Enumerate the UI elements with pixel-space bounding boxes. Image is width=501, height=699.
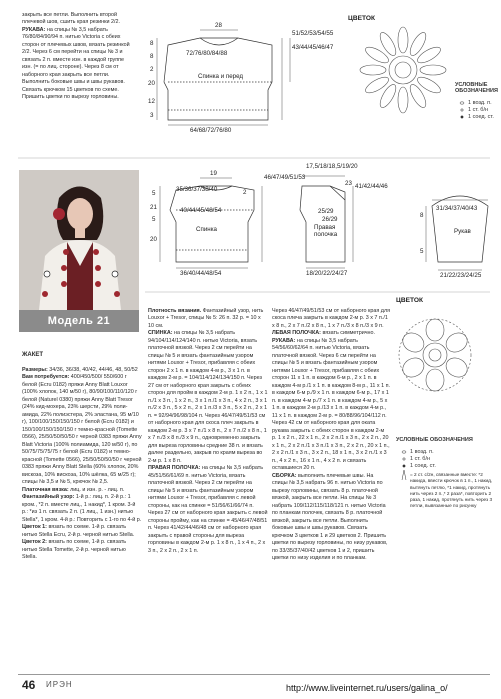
sleeves-heading: РУКАВА: bbox=[272, 337, 296, 344]
fancy-text: 1-й р.: лиц. п. 2-й р.: 1 кром., *2 п. вместе лиц., 1 накид*, 1 кром. 3-й р.: *из 1 п. связать 2 п. (1 лиц., 1 изн.) нитью Stella*, 1 кром. 4-й р.: Повторить с 1-го по 4-й р. bbox=[22, 494, 142, 523]
flower1-title: ЦВЕТОК bbox=[348, 15, 375, 22]
flower2-legend-2: 1 ст. б/н bbox=[410, 456, 431, 462]
flower1-legend-1: 1 возд. п. bbox=[468, 100, 492, 106]
d1-label: Спинка и перед bbox=[198, 73, 244, 80]
front-label: Правая полочка bbox=[314, 224, 338, 238]
flower2-text: вязать по схеме, 1-й р. связать нитью Stella Tomette, 2-й р. черной нитью Stella. bbox=[22, 539, 128, 560]
footer-divider bbox=[18, 674, 490, 675]
flower2-legend-1: 1 возд. п. bbox=[410, 449, 434, 455]
fancy-label: Фантазийный узор: bbox=[22, 494, 75, 500]
back-left-d: 20 bbox=[150, 236, 157, 243]
flower2-legend-title: УСЛОВНЫЕ ОБОЗНАЧЕНИЯ bbox=[396, 437, 473, 443]
flower1-legend-3: 1 соед. ст. bbox=[468, 114, 494, 120]
column3 bbox=[272, 300, 390, 563]
col3-intro: Через 46/47/49/51/53 см от наборного края для скоса плеча закрыть в каждом 2-м р. 3 х 7 п./1 х 8 п., 2 х 7 п./2 х 8 п., 1 х 7 п./3 х 8 п./3 х 9 п. bbox=[272, 307, 392, 329]
front-mid: 25/29 bbox=[318, 208, 334, 215]
column1 bbox=[22, 344, 142, 562]
assembly-heading: СБОРКА: bbox=[272, 472, 297, 479]
flower1-drawing bbox=[360, 27, 446, 113]
sleeves-text: на спицы № 3,5 набрать 54/56/60/62/64 п. нитью Victoria, вязать платочной вязкой. Через 6 см перейти на спицы № 5 и вязать фантазийным узором нитями Louxor + Tresor, прибавляя с обеих сторон 11 х 1 п. в каждом 6-м р., 2 х 1 п. в каждом 4-м р./1 х 1 п. в каждом 8-м р., 11 х 1 п. в каждом 6-м р./9 х 1 п. в каждом 6-м р., 17 х 1 п. в каждом 4-м р./7 х 1 п. в каждом 4-м р., 5 х 1 п. в каждом 2-м р./13 х 1 п. в каждом 4-м р., 11 х 1 п. в каждом 2-м р. = 80/88/96/104/112 п. Через 42 см от наборного края для оката рукава закрыть с обеих сторон в каждом 2-м р. 1 х 2 п., 22 х 1 п., 2 х 2 п./1 х 3 п., 2 х 2 п., 20 х 1 п., 2 х 2 п./1 х 3 п./1 х 3 п., 2 х 2 п., 20 х 1 п., 2 х 2 п./1 х 3 п., 3 х 2 п., 18 х 1 п., 3 х 2 п./1 х 3 п., 4 х 2 п., 16 х 1 п., 4 х 2 п. и связать оставшиеся 20 п. bbox=[272, 337, 392, 471]
flower2-label: Цветок 2: bbox=[22, 539, 47, 545]
front-heading: ПРАВАЯ ПОЛОЧКА: bbox=[148, 465, 201, 471]
need-label: Вам потребуется: bbox=[22, 374, 70, 380]
legend1-symbols bbox=[460, 102, 464, 118]
model-photo bbox=[19, 170, 139, 310]
back-left-c: 5 bbox=[152, 216, 156, 223]
jacket-title: ЖАКЕТ bbox=[22, 351, 44, 358]
front-bottom: 18/20/22/24/27 bbox=[306, 270, 348, 277]
d1-left-c: 2 bbox=[150, 66, 154, 73]
back-side: 46/47/49/51/53 bbox=[264, 174, 306, 181]
back-mid: 40/44/45/48/54 bbox=[180, 207, 222, 214]
front-neck: 23 bbox=[345, 180, 352, 187]
d1-left-d: 20 bbox=[148, 80, 155, 87]
back-neck: 2 bbox=[243, 189, 247, 196]
flower2-note: = 2 ст. с/2н, связанные вместе: *2 накида, ввести крючок в 1 п., 1 накид, вытянуть петлю, *1 накид, протянуть нить через 2 п.,* 2 раза*, повторить 2 раза, 1 накид, протянуть нить через 3 петли, вывязанные по рисунку bbox=[410, 472, 494, 509]
front-top: 17,5/18/18,5/19/20 bbox=[306, 163, 358, 170]
d1-side: 43/44/45/46/47 bbox=[292, 44, 334, 51]
d1-shoulders: 51/52/53/54/55 bbox=[292, 30, 334, 37]
flower1-text: вязать по схеме. 1-й р. связать нитью Stella Ecru, 2-й р. черной нитью Stella. bbox=[22, 524, 135, 538]
d1-left-a: 8 bbox=[150, 40, 154, 47]
sleeve-top: 31/34/37/40/43 bbox=[436, 205, 478, 212]
density-text: Фантазийный узор, нить Louxor + Tresor, спицы № 5: 26 п. 32 р. = 10 х 10 см. bbox=[148, 307, 265, 329]
top-paragraph: закрыть все петли. Выполнить второй плечевой шов, сшить края резинки 2/2. bbox=[22, 11, 120, 25]
d1-left-b: 8 bbox=[150, 53, 154, 60]
back-top: 19 bbox=[210, 170, 217, 177]
back-heading: СПИНКА: bbox=[148, 330, 173, 336]
front-text: на спицы № 3,5 набрать 45/51/56/61/69 п. нитью Victoria, вязать платочной вязкой. Через 2 см перейти на спицы № 5 и вязать фантазийным узором нитями Louxor + Tresor, прибавляя с левой стороны, как на спинке = 51/56/61/66/74 п. Через 27 см от наборного края закрыть с левой стороны пройму, как на спинке = 45/46/47/48/51 п. Через 41/42/44/46/48 см от наборного края закрыть с правой стороны для выреза горловины в каждом 2-м р. 1 х 8 п., 1 х 4 п., 2 х 3 п., 2 х 2 п., 2 х 1 п. bbox=[148, 465, 269, 554]
sleeve-label: Рукав bbox=[454, 228, 471, 235]
flower1-label: Цветок 1: bbox=[22, 524, 47, 530]
need-text: 400/450/500/ 550/600 г белой (Ecru 0182) пряжи Anny Blatt Louxor (100% хлопок, 140 м/50 г), 80/90/100/110/120 г белой (Naturel 0380) пряжи Anny Blatt Tresor (24% кид-мохера, 23% шерсти, 29% поли-амида, 22% полиэстера, 2% эластана, 95 м/10 г), 100/100/150/150/150 г белой (Ecru 0182) и 150/100/150/150/150 г темно-красной (Tomette 0566), 25/50/50/50/50 г черной 0383 пряжи Anny Blatt Victoria (100% полиамида, 120 м/50 г), по 50/75/75/75/75 г белой (Ecru 0182) и темно-красной (Tomette 0566), 25/50/50/50/50 г черной 0383 пряжи Anny Blatt Stella (60% хлопок, 20% вискоза, 10% вискоза, 10% шёлка, 65 м/25 г); спицы № 3,5 и № 5, крючок № 2,5. bbox=[22, 374, 144, 485]
d1-width-mid: 72/76/80/84/88 bbox=[186, 50, 228, 57]
flower2-drawing bbox=[399, 319, 471, 391]
d1-left-f: 3 bbox=[150, 112, 154, 119]
sleeve-side2: 5 bbox=[420, 248, 424, 255]
back-outline bbox=[170, 186, 254, 262]
sleeve-side: 8 bbox=[420, 212, 424, 219]
sizes-text: 34/36, 36/38, 40/42, 44/46, 48, 50/52 bbox=[47, 366, 138, 373]
left-front-heading: ЛЕВАЯ ПОЛОЧКА: bbox=[272, 330, 321, 336]
back-wide: 35/36/37/38/40 bbox=[176, 186, 218, 193]
front-side: 41/42/44/46 bbox=[355, 183, 388, 190]
sizes-label: Размеры: bbox=[22, 366, 48, 373]
front-mid2: 26/29 bbox=[322, 216, 338, 223]
plain-label: Платочная вязка: bbox=[22, 486, 69, 493]
d1-top-width: 28 bbox=[215, 22, 222, 29]
back-label: Спинка bbox=[196, 226, 217, 233]
left-front-text: вязать симметрично. bbox=[320, 330, 375, 336]
page-number: 46 bbox=[22, 678, 36, 692]
back-left-b: 21 bbox=[150, 204, 157, 211]
d1-left-e: 12 bbox=[148, 98, 155, 105]
magazine-name: ИРЭН bbox=[46, 680, 73, 689]
rukava-text: на спицы № 3,5 набрать 76/80/84/90/94 п. нитью Victoria с обеих сторон от плечевых швов, вязать резинкой 2/2. Через 6 см перейти на спицы № 3 и связать 2 п. вместе изн. в каждой группе изн. (= по лиц. стороне). Через 8 см от наборного края закрыть все петли. Выполнить боковые швы и швы рукавов. Связать крючком 15 цветков по схеме. Пришить цветки по вырезу горловины. bbox=[22, 26, 132, 100]
column2 bbox=[148, 300, 268, 555]
source-url: http://www.liveinternet.ru/users/galina_o/ bbox=[286, 683, 448, 693]
flower2-title: ЦВЕТОК bbox=[396, 297, 423, 304]
back-text: на спицы № 3,5 набрать 94/104/114/124/140 п. нитью Victoria, вязать платочной вязкой. Через 2 см перейти на спицы № 5 и вязать фантазийным узором нитями Louxor + Tresor, прибавляя с обеих сторон 2 х 1 п. в каждом 4-м р., 3 х 1 п. в каждом 2-м р. = 104/114/124/134/150 п. Через 27 см от наборного края закрыть с обеих сторон для пройм в каждом 2-м р. 1 х 2 п., 1 х 1 п./1 х 3 п., 1 х 2 п., 3 х 1 п./1 х 3 п., 4 х 2 п., 3 х 1 п./2 х 3 п., 5 х 2 п., 2 х 1 п./3 х 3 п., 5 х 2 п., 2 х 1 п. = 92/94/96/98/104 п. Через 46/47/49/51/53 см от наборного края для скоса плеч закрыть в каждом 2-м р. 3 х 7 п./1 х 8 п., 2 х 7 п./2 х 8 п., 1 х 7 п./3 х 8 п./3 х 9 п., одновременно закрыть для выреза горловины средние 38 п. и вязать далее раздельно, закрыв по краям выреза во 2-м р. 1 х 8 п. bbox=[148, 330, 269, 464]
density-label: Плотность вязания. bbox=[148, 307, 202, 314]
model-label: Модель 21 bbox=[19, 310, 139, 332]
back-left-a: 5 bbox=[152, 190, 156, 197]
legend2-symbols bbox=[402, 451, 406, 480]
flower1-legend-title: УСЛОВНЫЕ ОБОЗНАЧЕНИЯ bbox=[455, 82, 498, 94]
flower2-legend-3: 1 соед. ст. bbox=[410, 463, 436, 469]
sleeve-bottom: 21/22/23/24/25 bbox=[440, 272, 482, 279]
d1-bottom: 64/68/72/76/80 bbox=[190, 127, 232, 134]
rukava-heading: РУКАВА: bbox=[22, 26, 46, 33]
model-figure bbox=[19, 170, 139, 310]
flower1-legend-2: 1 ст. б/н bbox=[468, 107, 489, 113]
assembly-text: выполнить плечевые швы. На спицы № 3,5 набрать 96 п. нитью Victoria по вырезу горловины, связать 8 р. платочной вязкой, закрыть все петли. На спицы № 3 набрать 109/112/115/118/121 п. нитью Victoria по планкам полочек, связать 8 р. платочной вязкой, закрыть все петли. Выполнить боковые швы и швы рукавов. Связать крючком 3 цветков 1 и 29 цветков 2. Пришить цветки по вырезу горловины, по низу рукавов, по 33/35/37/40/42 цветков 1 и 2, пришить цветки по низу изделия и по планкам. bbox=[272, 472, 390, 561]
back-bottom: 36/40/44/48/54 bbox=[180, 270, 222, 277]
plain-text: лиц. и изн. р. - лиц. п. bbox=[68, 486, 125, 493]
